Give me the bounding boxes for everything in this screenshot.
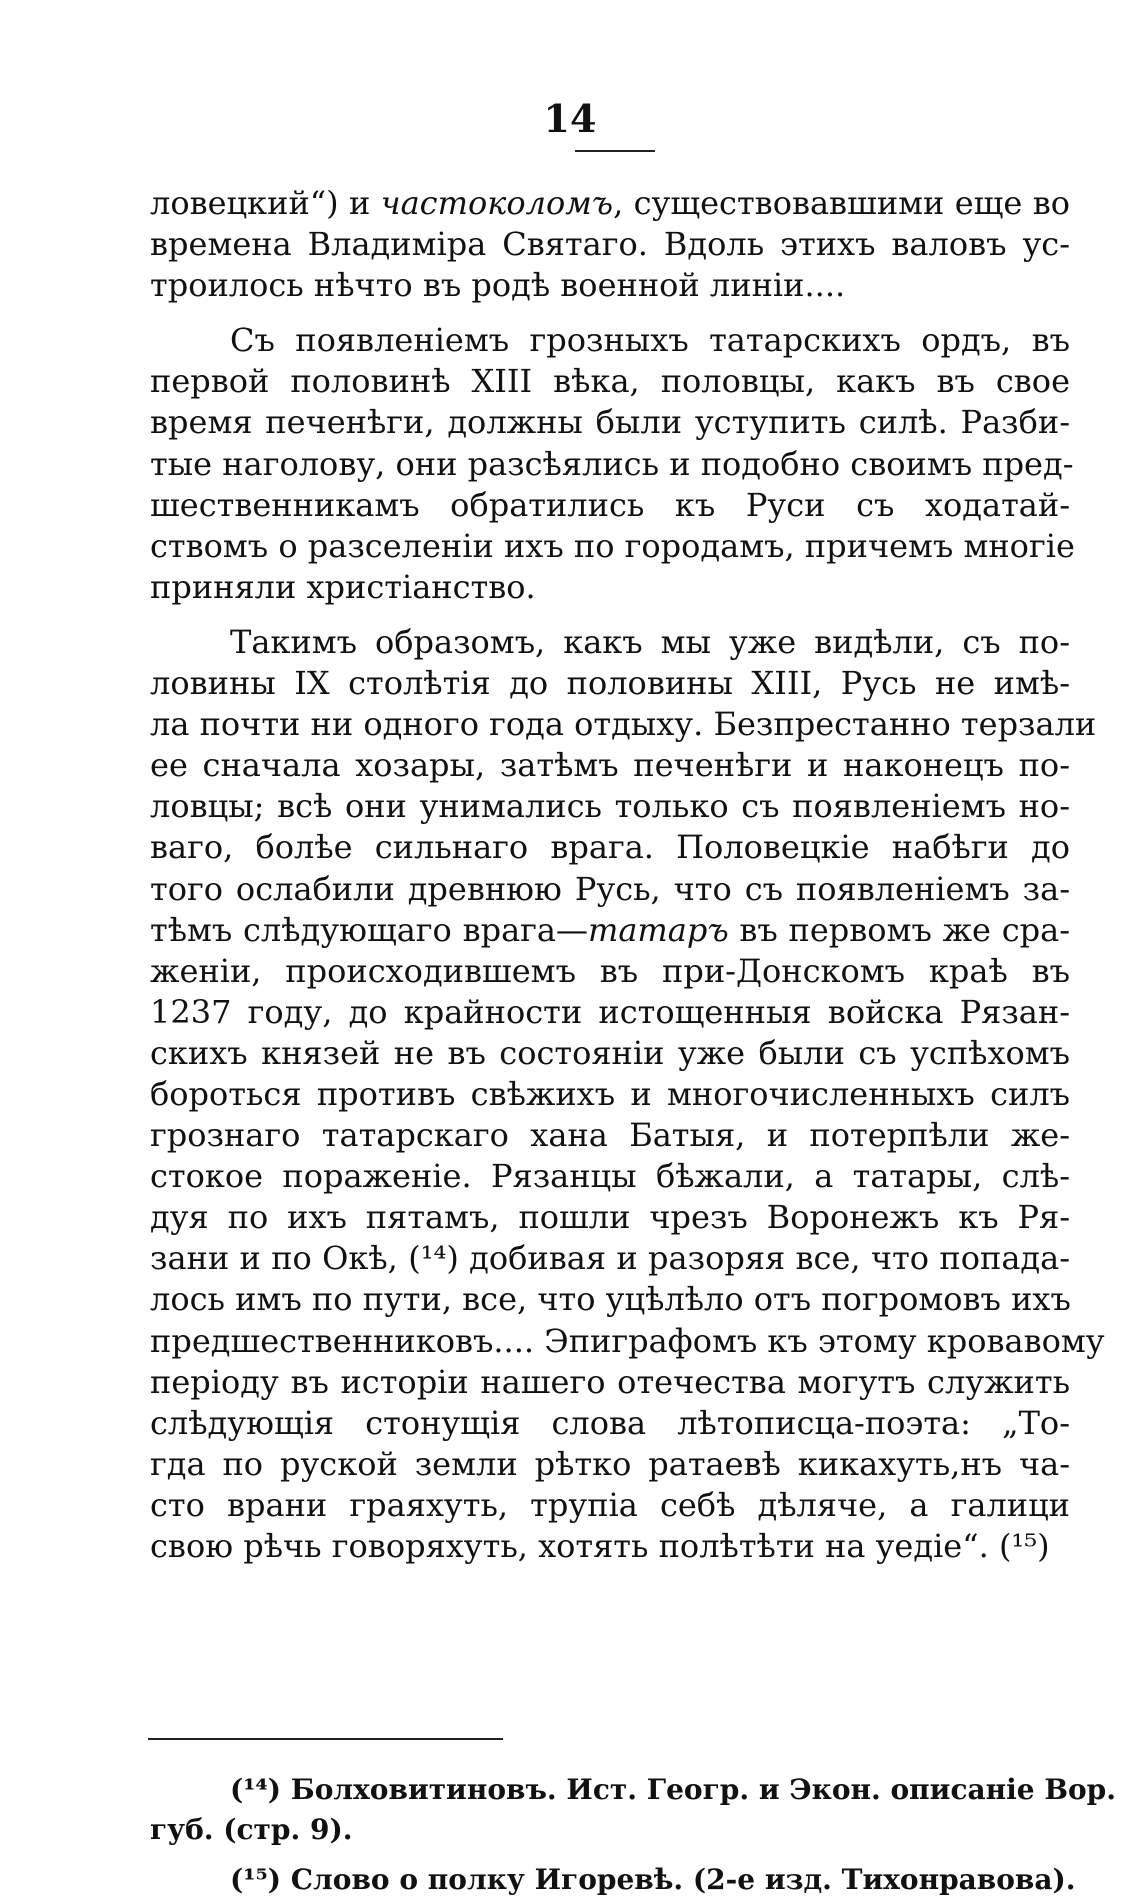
italic-word: татаръ <box>587 910 729 949</box>
text-line: ваго, болѣе сильнаго врага. Половецкіе набѣги до <box>150 828 1070 867</box>
footnote-line: (¹⁵) Слово о полку Игоревѣ. (2-е изд. Тихонравова). <box>230 1863 1076 1896</box>
text-line: періоду въ исторіи нашего отечества могутъ служить <box>150 1362 1070 1401</box>
text-line: тые наголову, они разсѣялись и подобно своимъ пред- <box>150 444 1074 483</box>
text-line: ла почти ни одного года отдыху. Безпрестанно терзали <box>150 705 1097 744</box>
page-number: 14 <box>543 96 597 141</box>
text-line: шественникамъ обратились къ Руси съ ходатай- <box>150 485 1070 524</box>
text-line: слѣдующія стонущія слова лѣтописца-поэта: „То- <box>150 1403 1070 1442</box>
paragraph-2 <box>150 320 1075 608</box>
text-line: гда по руской земли рѣтко ратаевѣ кикахуть,нъ ча- <box>150 1444 1070 1483</box>
text-line: того ослабили древнюю Русь, что съ появленіемъ за- <box>150 869 1070 908</box>
text-line: первой половинѣ XIII вѣка, половцы, какъ въ свое <box>150 362 1070 401</box>
body-text <box>150 183 1105 1567</box>
text-line: Съ появленіемъ грозныхъ татарскихъ ордъ, въ <box>230 321 1070 360</box>
text-line: стокое пораженіе. Рязанцы бѣжали, а татары, слѣ- <box>150 1157 1070 1196</box>
text-line: ее сначала хозары, затѣмъ печенѣги и наконецъ по- <box>150 746 1070 785</box>
footnote-14 <box>150 1770 1116 1850</box>
footnotes <box>150 1770 1116 1900</box>
text-line: сто врани граяхуть, трупіа себѣ дѣляче, а галици <box>150 1485 1070 1524</box>
italic-word: частоколомъ <box>380 184 614 222</box>
footnote-15 <box>150 1860 1076 1900</box>
text-line: ловецкий“) и частоколомъ, существовавшими еще во <box>150 184 1071 222</box>
text-line: тѣмъ слѣдующаго врага—татаръ въ первомъ же сра- <box>150 910 1070 949</box>
text-line: лось имъ по пути, все, что уцѣлѣло отъ погромовъ ихъ <box>150 1280 1071 1319</box>
text-line: свою рѣчь говоряхуть, хотять полѣтѣти на уедіе“. (¹⁵) <box>150 1527 1050 1565</box>
text-line: троилось нѣчто въ родѣ военной линіи.... <box>150 266 846 305</box>
text-line: дуя по ихъ пятамъ, пошли чрезъ Воронежъ къ Ря- <box>150 1198 1070 1237</box>
footnote-line: (¹⁴) Болховитиновъ. Ист. Геогр. и Экон. описаніе Вор. <box>230 1773 1116 1806</box>
text-line: предшественниковъ.... Эпиграфомъ къ этому кровавому <box>150 1321 1105 1360</box>
footnote-rule <box>148 1738 503 1740</box>
text-line: времена Владиміра Святаго. Вдоль этихъ валовъ ус- <box>150 225 1070 264</box>
text-line: ствомъ о разселеніи ихъ по городамъ, причемъ многіе <box>150 526 1075 565</box>
text-line: бороться противъ свѣжихъ и многочисленныхъ силъ <box>150 1074 1070 1113</box>
text-line: время печенѣги, должны были уступить силѣ. Разби- <box>150 403 1070 442</box>
footnote-line: губ. (стр. 9). <box>150 1813 353 1846</box>
text-line: ловцы; всѣ они унимались только съ появленіемъ но- <box>150 787 1070 826</box>
text-line: зани и по Окѣ, (¹⁴) добивая и разоряя все, что попада- <box>150 1239 1070 1278</box>
text-line: 1237 году, до крайности истощенныя войска Рязан- <box>150 992 1070 1031</box>
text-line: женіи, происходившемъ въ при-Донскомъ краѣ въ <box>150 951 1070 990</box>
text-line: грознаго татарскаго хана Батыя, и потерпѣли же- <box>150 1116 1070 1155</box>
text-line: Такимъ образомъ, какъ мы уже видѣли, съ по- <box>230 622 1070 661</box>
paragraph-3 <box>150 622 1105 1567</box>
text-line: скихъ князей не въ состояніи уже были съ успѣхомъ <box>150 1033 1070 1072</box>
text-line: приняли христіанство. <box>150 567 536 606</box>
paragraph-1 <box>150 183 1070 306</box>
page-number-rule <box>575 150 655 152</box>
text-line: ловины IX столѣтія до половины XIII, Русь не имѣ- <box>150 664 1070 703</box>
